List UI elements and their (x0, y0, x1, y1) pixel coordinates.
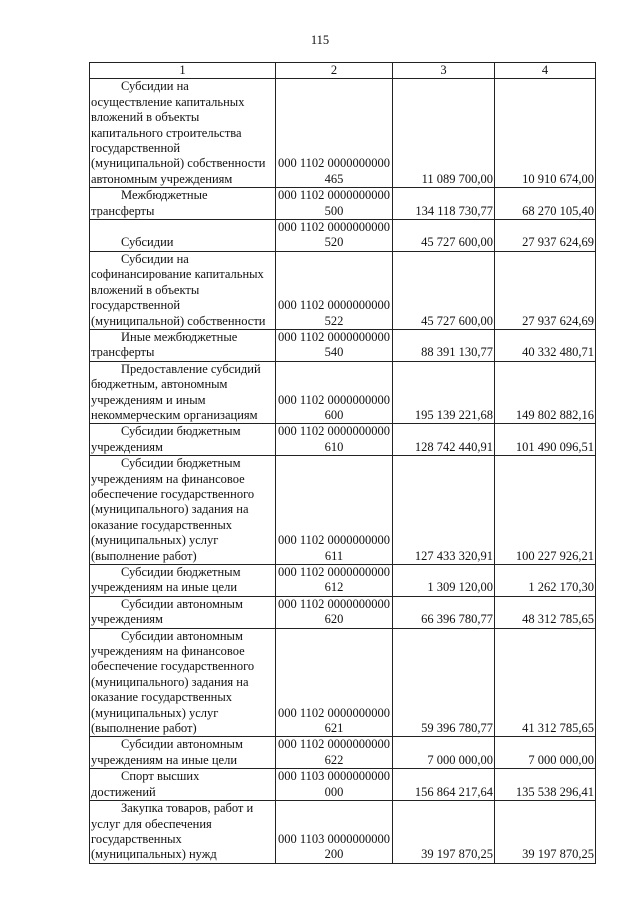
row-value-col3-cell: 45 727 600,00 (393, 220, 495, 252)
row-value-col4-cell: 1 262 170,30 (495, 565, 596, 597)
row-value-col3-cell: 156 864 217,64 (393, 769, 495, 801)
table-row (90, 220, 596, 252)
row-value-col4-cell: 39 197 870,25 (495, 801, 596, 864)
row-value-col4-cell: 100 227 926,21 (495, 456, 596, 565)
row-value-col3-cell: 11 089 700,00 (393, 79, 495, 188)
table-row (90, 424, 596, 456)
row-value-col4-cell: 48 312 785,65 (495, 596, 596, 628)
row-code-cell: 000 1102 0000000000 621 (276, 628, 393, 737)
table-row (90, 737, 596, 769)
row-code-cell: 000 1102 0000000000 500 (276, 188, 393, 220)
row-value-col3-cell: 39 197 870,25 (393, 801, 495, 864)
row-value-col4-cell: 40 332 480,71 (495, 329, 596, 361)
row-value-col3-cell: 66 396 780,77 (393, 596, 495, 628)
row-value-col4-cell: 27 937 624,69 (495, 251, 596, 329)
row-name-cell: Субсидии автономным учреждениям на иные цели (90, 737, 276, 769)
row-value-col4-cell: 68 270 105,40 (495, 188, 596, 220)
row-code-cell: 000 1103 0000000000 000 (276, 769, 393, 801)
row-code-cell: 000 1102 0000000000 622 (276, 737, 393, 769)
row-name-cell: Субсидии бюджетным учреждениям на финансовое обеспечение государственного (муниципального) задания на оказание государственных (муниципальных) услуг (выполнение работ) (90, 456, 276, 565)
row-code-cell: 000 1102 0000000000 612 (276, 565, 393, 597)
row-value-col4-cell: 7 000 000,00 (495, 737, 596, 769)
table-row (90, 188, 596, 220)
row-value-col3-cell: 127 433 320,91 (393, 456, 495, 565)
column-header: 2 (276, 63, 393, 79)
row-name-cell: Субсидии на осуществление капитальных вложений в объекты капитального строительства государственной (муниципальной) собственности автономным учреждениям (90, 79, 276, 188)
row-value-col4-cell: 135 538 296,41 (495, 769, 596, 801)
table-row (90, 628, 596, 737)
row-value-col4-cell: 101 490 096,51 (495, 424, 596, 456)
row-code-cell: 000 1102 0000000000 540 (276, 329, 393, 361)
row-code-cell: 000 1102 0000000000 520 (276, 220, 393, 252)
table-row (90, 361, 596, 424)
row-name-cell: Субсидии автономным учреждениям на финансовое обеспечение государственного (муниципального) задания на оказание государственных (муниципальных) услуг (выполнение работ) (90, 628, 276, 737)
row-name-cell: Субсидии автономным учреждениям (90, 596, 276, 628)
table-row (90, 769, 596, 801)
row-value-col3-cell: 128 742 440,91 (393, 424, 495, 456)
row-code-cell: 000 1102 0000000000 620 (276, 596, 393, 628)
table-row (90, 456, 596, 565)
table-row (90, 329, 596, 361)
row-code-cell: 000 1103 0000000000 200 (276, 801, 393, 864)
row-value-col4-cell: 149 802 882,16 (495, 361, 596, 424)
column-header: 1 (90, 63, 276, 79)
column-header: 4 (495, 63, 596, 79)
row-value-col4-cell: 10 910 674,00 (495, 79, 596, 188)
row-name-cell: Предоставление субсидий бюджетным, автономным учреждениям и иным некоммерческим организациям (90, 361, 276, 424)
row-name-cell: Спорт высших достижений (90, 769, 276, 801)
row-name-cell: Межбюджетные трансферты (90, 188, 276, 220)
row-name-cell: Субсидии на софинансирование капитальных вложений в объекты государственной (муниципальной) собственности (90, 251, 276, 329)
row-name-cell: Субсидии (90, 220, 276, 252)
table-row (90, 79, 596, 188)
table-row (90, 801, 596, 864)
row-code-cell: 000 1102 0000000000 522 (276, 251, 393, 329)
table-header-row (90, 63, 596, 79)
row-value-col3-cell: 134 118 730,77 (393, 188, 495, 220)
row-value-col3-cell: 195 139 221,68 (393, 361, 495, 424)
row-code-cell: 000 1102 0000000000 610 (276, 424, 393, 456)
row-value-col3-cell: 88 391 130,77 (393, 329, 495, 361)
row-value-col3-cell: 59 396 780,77 (393, 628, 495, 737)
row-name-cell: Субсидии бюджетным учреждениям (90, 424, 276, 456)
row-name-cell: Субсидии бюджетным учреждениям на иные цели (90, 565, 276, 597)
row-name-cell: Закупка товаров, работ и услуг для обеспечения государственных (муниципальных) нужд (90, 801, 276, 864)
budget-table (89, 62, 596, 864)
row-value-col3-cell: 45 727 600,00 (393, 251, 495, 329)
column-header: 3 (393, 63, 495, 79)
row-code-cell: 000 1102 0000000000 600 (276, 361, 393, 424)
row-name-cell: Иные межбюджетные трансферты (90, 329, 276, 361)
table-row (90, 565, 596, 597)
row-value-col3-cell: 7 000 000,00 (393, 737, 495, 769)
table-row (90, 251, 596, 329)
row-value-col3-cell: 1 309 120,00 (393, 565, 495, 597)
row-value-col4-cell: 41 312 785,65 (495, 628, 596, 737)
page-number: 115 (310, 33, 330, 47)
row-code-cell: 000 1102 0000000000 611 (276, 456, 393, 565)
table-row (90, 596, 596, 628)
row-code-cell: 000 1102 0000000000 465 (276, 79, 393, 188)
row-value-col4-cell: 27 937 624,69 (495, 220, 596, 252)
